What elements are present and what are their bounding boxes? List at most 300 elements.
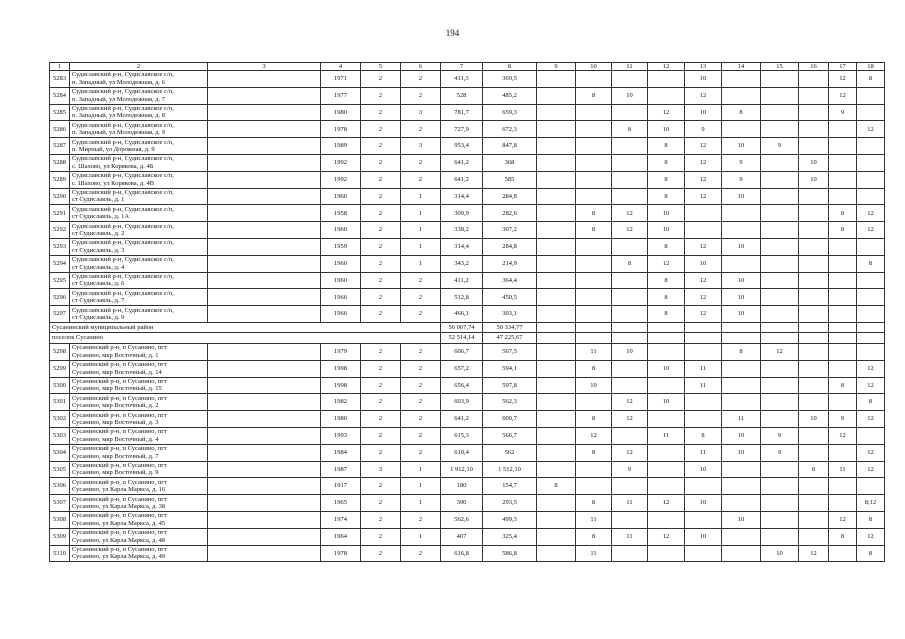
row-floors: 2 (361, 343, 401, 360)
row-c15 (761, 461, 799, 478)
row-c16 (799, 427, 829, 444)
row-year: 1960 (321, 255, 361, 272)
row-c15 (761, 272, 799, 289)
row-year: 1998 (321, 360, 361, 377)
address-line-2: Сусанино, мкр Восточный, д. 14 (72, 368, 162, 376)
row-address (70, 138, 208, 155)
row-c9 (537, 289, 576, 306)
table-row (50, 171, 885, 188)
row-area-living: 499,3 (483, 511, 537, 528)
row-year: 1966 (321, 289, 361, 306)
row-year: 1917 (321, 478, 361, 495)
row-c9 (537, 71, 576, 88)
row-id: 5308 (50, 511, 70, 528)
row-c16 (799, 289, 829, 306)
table-row (50, 545, 885, 562)
row-address (70, 427, 208, 444)
row-id: 5307 (50, 495, 70, 512)
table-row (50, 528, 885, 545)
empty-cell (799, 333, 829, 344)
row-entrances: 2 (401, 511, 441, 528)
row-c12: 8 (648, 272, 685, 289)
row-c10 (576, 71, 612, 88)
row-id: 5304 (50, 444, 70, 461)
row-c10: 11 (576, 545, 612, 562)
address-line-1: Судиславский р-н, Судиславское с/п, (72, 289, 174, 297)
row-year: 1987 (321, 461, 361, 478)
row-c9 (537, 511, 576, 528)
address-line-2: Сусанино, мкр Восточный, д. 9 (72, 469, 159, 477)
table-row (50, 360, 885, 377)
row-c13: 11 (685, 377, 722, 394)
row-col-3 (208, 427, 321, 444)
summary-area-living: 47 225,67 (483, 333, 537, 344)
row-c11: 9 (612, 461, 648, 478)
row-year: 1998 (321, 377, 361, 394)
row-id: 5283 (50, 71, 70, 88)
row-c9 (537, 495, 576, 512)
row-entrances: 2 (401, 394, 441, 411)
row-floors: 2 (361, 104, 401, 121)
row-c11: 10 (612, 343, 648, 360)
row-c9 (537, 360, 576, 377)
column-number-2: 2 (70, 63, 208, 71)
row-c10: 10 (576, 377, 612, 394)
row-id: 5289 (50, 171, 70, 188)
address-line-1: Судиславский р-н, Судиславское с/п, (72, 189, 174, 197)
row-c15: 10 (761, 545, 799, 562)
address-line-1: Сусанинский р-н, п Сусанино, пгт (72, 378, 167, 386)
empty-cell (799, 322, 829, 333)
row-area-total: 727,9 (441, 121, 483, 138)
row-c9 (537, 427, 576, 444)
address-line-1: Судиславский р-н, Судиславское с/п, (72, 71, 174, 79)
row-c15 (761, 377, 799, 394)
row-floors: 2 (361, 222, 401, 239)
empty-cell (829, 333, 857, 344)
row-address (70, 444, 208, 461)
column-number-row (50, 63, 885, 71)
housing-register-table (49, 62, 885, 562)
address-line-1: Сусанинский р-н, п Сусанино, пгт (72, 495, 167, 503)
row-area-total: 781,7 (441, 104, 483, 121)
row-c18: 12 (857, 444, 885, 461)
row-c16 (799, 306, 829, 323)
row-c13: 12 (685, 188, 722, 205)
row-c17: 9 (829, 411, 857, 428)
row-year: 1960 (321, 188, 361, 205)
row-address (70, 289, 208, 306)
row-area-total: 180 (441, 478, 483, 495)
row-c12: 11 (648, 427, 685, 444)
row-floors: 2 (361, 121, 401, 138)
row-c18 (857, 171, 885, 188)
row-c9 (537, 394, 576, 411)
row-c10 (576, 188, 612, 205)
row-c11 (612, 154, 648, 171)
row-col-3 (208, 255, 321, 272)
row-c15 (761, 222, 799, 239)
empty-cell (537, 322, 576, 333)
row-entrances: 1 (401, 238, 441, 255)
row-entrances: 2 (401, 545, 441, 562)
row-c16 (799, 71, 829, 88)
row-c15 (761, 478, 799, 495)
row-c12: 8 (648, 138, 685, 155)
row-address (70, 272, 208, 289)
row-c10: 8 (576, 495, 612, 512)
row-c10 (576, 272, 612, 289)
row-c12: 8 (648, 289, 685, 306)
row-floors: 2 (361, 238, 401, 255)
row-col-3 (208, 154, 321, 171)
table-row (50, 121, 885, 138)
row-c18 (857, 478, 885, 495)
row-c13: 10 (685, 255, 722, 272)
row-area-total: 466,1 (441, 306, 483, 323)
row-entrances: 2 (401, 360, 441, 377)
column-number-13: 13 (685, 63, 722, 71)
row-entrances: 1 (401, 255, 441, 272)
row-c9 (537, 171, 576, 188)
row-c11 (612, 171, 648, 188)
row-col-3 (208, 71, 321, 88)
row-col-3 (208, 545, 321, 562)
row-c18 (857, 343, 885, 360)
table-row (50, 255, 885, 272)
row-c13: 12 (685, 272, 722, 289)
row-c14 (722, 545, 761, 562)
address-line-2: Сусанино, ул Карла Маркса, д. 16 (72, 486, 166, 494)
row-c10 (576, 104, 612, 121)
row-id: 5288 (50, 154, 70, 171)
row-id: 5285 (50, 104, 70, 121)
address-line-2: Сусанино, мкр Восточный, д. 2 (72, 402, 159, 410)
row-c14: 8 (722, 343, 761, 360)
row-c18 (857, 238, 885, 255)
row-c14 (722, 461, 761, 478)
row-c15 (761, 511, 799, 528)
row-c16: 10 (799, 411, 829, 428)
row-c14: 8 (722, 104, 761, 121)
row-floors: 2 (361, 71, 401, 88)
row-c10: 12 (576, 427, 612, 444)
row-c17 (829, 272, 857, 289)
row-c9 (537, 255, 576, 272)
row-c14 (722, 71, 761, 88)
row-c11 (612, 511, 648, 528)
row-c10 (576, 306, 612, 323)
row-c14: 10 (722, 427, 761, 444)
row-c12: 12 (648, 528, 685, 545)
row-area-total: 528 (441, 87, 483, 104)
row-id: 5301 (50, 394, 70, 411)
row-area-living: 368 (483, 154, 537, 171)
row-floors: 2 (361, 495, 401, 512)
empty-cell (722, 322, 761, 333)
row-entrances: 1 (401, 188, 441, 205)
row-id: 5290 (50, 188, 70, 205)
row-c16 (799, 360, 829, 377)
row-area-total: 606,7 (441, 343, 483, 360)
row-year: 1958 (321, 205, 361, 222)
row-c9 (537, 138, 576, 155)
row-c12 (648, 444, 685, 461)
row-area-total: 1 912,10 (441, 461, 483, 478)
row-c12: 10 (648, 394, 685, 411)
row-area-total: 407 (441, 528, 483, 545)
row-c11 (612, 272, 648, 289)
row-c11: 12 (612, 205, 648, 222)
row-area-total: 616,8 (441, 545, 483, 562)
row-c13 (685, 205, 722, 222)
row-floors: 2 (361, 511, 401, 528)
empty-cell (857, 333, 885, 344)
row-col-3 (208, 138, 321, 155)
row-c9 (537, 205, 576, 222)
row-col-3 (208, 343, 321, 360)
row-c10: 8 (576, 411, 612, 428)
row-address (70, 411, 208, 428)
address-line-2: ст Судиславль, д. 3 (72, 246, 125, 254)
address-line-1: Судиславский р-н, Судиславское с/п, (72, 88, 174, 96)
address-line-1: Судиславский р-н, Судиславское с/п, (72, 222, 174, 230)
row-id: 5302 (50, 411, 70, 428)
row-floors: 2 (361, 272, 401, 289)
row-c11 (612, 478, 648, 495)
row-c13 (685, 411, 722, 428)
row-floors: 2 (361, 528, 401, 545)
empty-cell (829, 322, 857, 333)
row-c13: 12 (685, 87, 722, 104)
table-row (50, 411, 885, 428)
row-c17 (829, 121, 857, 138)
address-line-1: Судиславский р-н, Судиславское с/п, (72, 138, 174, 146)
column-number-3: 3 (208, 63, 321, 71)
row-c10 (576, 238, 612, 255)
row-address (70, 222, 208, 239)
column-number-4: 4 (321, 63, 361, 71)
address-line-2: ст Судиславль, д. 9 (72, 314, 125, 322)
row-c12: 8 (648, 154, 685, 171)
row-id: 5286 (50, 121, 70, 138)
empty-cell (648, 322, 685, 333)
empty-cell (612, 322, 648, 333)
row-area-living: 600,7 (483, 411, 537, 428)
row-c14 (722, 205, 761, 222)
row-c14 (722, 495, 761, 512)
row-c18: 12 (857, 222, 885, 239)
address-line-1: Судиславский р-н, Судиславское с/п, (72, 155, 174, 163)
row-c17 (829, 154, 857, 171)
table-row (50, 478, 885, 495)
row-c15 (761, 188, 799, 205)
row-area-living: 214,9 (483, 255, 537, 272)
row-floors: 2 (361, 87, 401, 104)
column-number-12: 12 (648, 63, 685, 71)
row-c15 (761, 71, 799, 88)
row-area-total: 309,9 (441, 205, 483, 222)
row-area-total: 641,2 (441, 411, 483, 428)
row-c10: 8 (576, 360, 612, 377)
row-c17 (829, 343, 857, 360)
row-entrances: 2 (401, 171, 441, 188)
row-c10: 8 (576, 444, 612, 461)
row-id: 5299 (50, 360, 70, 377)
row-c13: 11 (685, 360, 722, 377)
row-id: 5295 (50, 272, 70, 289)
address-line-2: Сусанино, ул Карла Маркса, д. 48 (72, 536, 166, 544)
table-row (50, 138, 885, 155)
row-col-3 (208, 222, 321, 239)
address-line-1: Сусанинский р-н, п Сусанино, пгт (72, 361, 167, 369)
row-c17 (829, 188, 857, 205)
row-c15 (761, 87, 799, 104)
address-line-2: Сусанино, мкр Восточный, д. 7 (72, 452, 159, 460)
row-col-3 (208, 188, 321, 205)
row-c12 (648, 411, 685, 428)
row-col-3 (208, 511, 321, 528)
row-col-3 (208, 306, 321, 323)
table-row (50, 71, 885, 88)
address-line-2: п. Западный, ул Молодежная, д. 9 (72, 129, 166, 137)
row-c16 (799, 272, 829, 289)
row-area-living: 450,5 (483, 289, 537, 306)
row-c17 (829, 255, 857, 272)
row-c13 (685, 222, 722, 239)
row-c12 (648, 461, 685, 478)
row-c17: 8 (829, 377, 857, 394)
row-area-living: 284,8 (483, 188, 537, 205)
row-c12: 8 (648, 188, 685, 205)
row-c9 (537, 306, 576, 323)
row-c14: 9 (722, 171, 761, 188)
row-id: 5306 (50, 478, 70, 495)
row-address (70, 478, 208, 495)
row-c18: 12 (857, 205, 885, 222)
row-c10: 11 (576, 511, 612, 528)
row-c13: 10 (685, 71, 722, 88)
row-entrances: 3 (401, 104, 441, 121)
empty-cell (537, 333, 576, 344)
row-area-total: 411,3 (441, 71, 483, 88)
row-entrances: 2 (401, 427, 441, 444)
row-entrances: 2 (401, 377, 441, 394)
row-c16 (799, 478, 829, 495)
row-c15: 12 (761, 343, 799, 360)
row-area-total: 656,4 (441, 377, 483, 394)
address-line-1: Судиславский р-н, Судиславское с/п, (72, 256, 174, 264)
column-number-6: 6 (401, 63, 441, 71)
address-line-1: Сусанинский р-н, п Сусанино, пгт (72, 529, 167, 537)
row-col-3 (208, 171, 321, 188)
column-number-7: 7 (441, 63, 483, 71)
row-entrances: 2 (401, 444, 441, 461)
column-number-14: 14 (722, 63, 761, 71)
address-line-2: ст Судиславль, д. 7 (72, 297, 125, 305)
table-row (50, 104, 885, 121)
row-c9 (537, 545, 576, 562)
address-line-1: Сусанинский р-н, п Сусанино, пгт (72, 478, 167, 486)
row-c17 (829, 495, 857, 512)
summary-label: Сусанинский муниципальный район (50, 322, 441, 333)
table-row (50, 461, 885, 478)
row-c9 (537, 377, 576, 394)
summary-label: поселок Сусанино (50, 333, 441, 344)
row-area-living: 594,1 (483, 360, 537, 377)
row-floors: 2 (361, 255, 401, 272)
row-c12 (648, 377, 685, 394)
row-entrances: 2 (401, 121, 441, 138)
address-line-1: Судиславский р-н, Судиславское с/п, (72, 306, 174, 314)
row-c11 (612, 238, 648, 255)
row-c11: 11 (612, 495, 648, 512)
row-c11 (612, 71, 648, 88)
row-area-living: 659,3 (483, 104, 537, 121)
row-c17 (829, 444, 857, 461)
row-area-total: 610,4 (441, 444, 483, 461)
row-c10 (576, 255, 612, 272)
row-c14 (722, 377, 761, 394)
row-c11 (612, 377, 648, 394)
address-line-2: ст Судиславль, д. 2 (72, 230, 125, 238)
row-c9 (537, 444, 576, 461)
row-year: 1966 (321, 306, 361, 323)
row-c16 (799, 104, 829, 121)
address-line-2: с. Шахово, ул Корякова, д. 4В (72, 179, 155, 187)
row-id: 5293 (50, 238, 70, 255)
row-c9 (537, 188, 576, 205)
row-address (70, 188, 208, 205)
row-c16 (799, 444, 829, 461)
row-id: 5294 (50, 255, 70, 272)
column-number-17: 17 (829, 63, 857, 71)
row-address (70, 87, 208, 104)
row-c15 (761, 289, 799, 306)
row-c17 (829, 138, 857, 155)
row-area-living: 597,8 (483, 377, 537, 394)
row-c13: 12 (685, 154, 722, 171)
row-c14 (722, 478, 761, 495)
row-c9 (537, 121, 576, 138)
table-row (50, 377, 885, 394)
row-c14 (722, 255, 761, 272)
row-c17 (829, 171, 857, 188)
empty-cell (722, 333, 761, 344)
summary-area-total: 56 067,74 (441, 322, 483, 333)
row-area-living: 1 512,10 (483, 461, 537, 478)
address-line-2: п. Западный, ул Молодежная, д. 6 (72, 78, 166, 86)
row-year: 1978 (321, 121, 361, 138)
address-line-2: п. Западный, ул Молодежная, д. 7 (72, 95, 166, 103)
row-c16 (799, 238, 829, 255)
row-address (70, 121, 208, 138)
row-address (70, 528, 208, 545)
row-area-living: 562 (483, 444, 537, 461)
column-number-8: 8 (483, 63, 537, 71)
column-number-10: 10 (576, 63, 612, 71)
row-c13: 12 (685, 171, 722, 188)
row-area-living: 282,6 (483, 205, 537, 222)
row-entrances: 2 (401, 71, 441, 88)
row-entrances: 1 (401, 461, 441, 478)
row-c16 (799, 394, 829, 411)
row-c11: 12 (612, 411, 648, 428)
address-line-1: Судиславский р-н, Судиславское с/п, (72, 239, 174, 247)
empty-cell (648, 333, 685, 344)
empty-cell (685, 333, 722, 344)
row-col-3 (208, 272, 321, 289)
